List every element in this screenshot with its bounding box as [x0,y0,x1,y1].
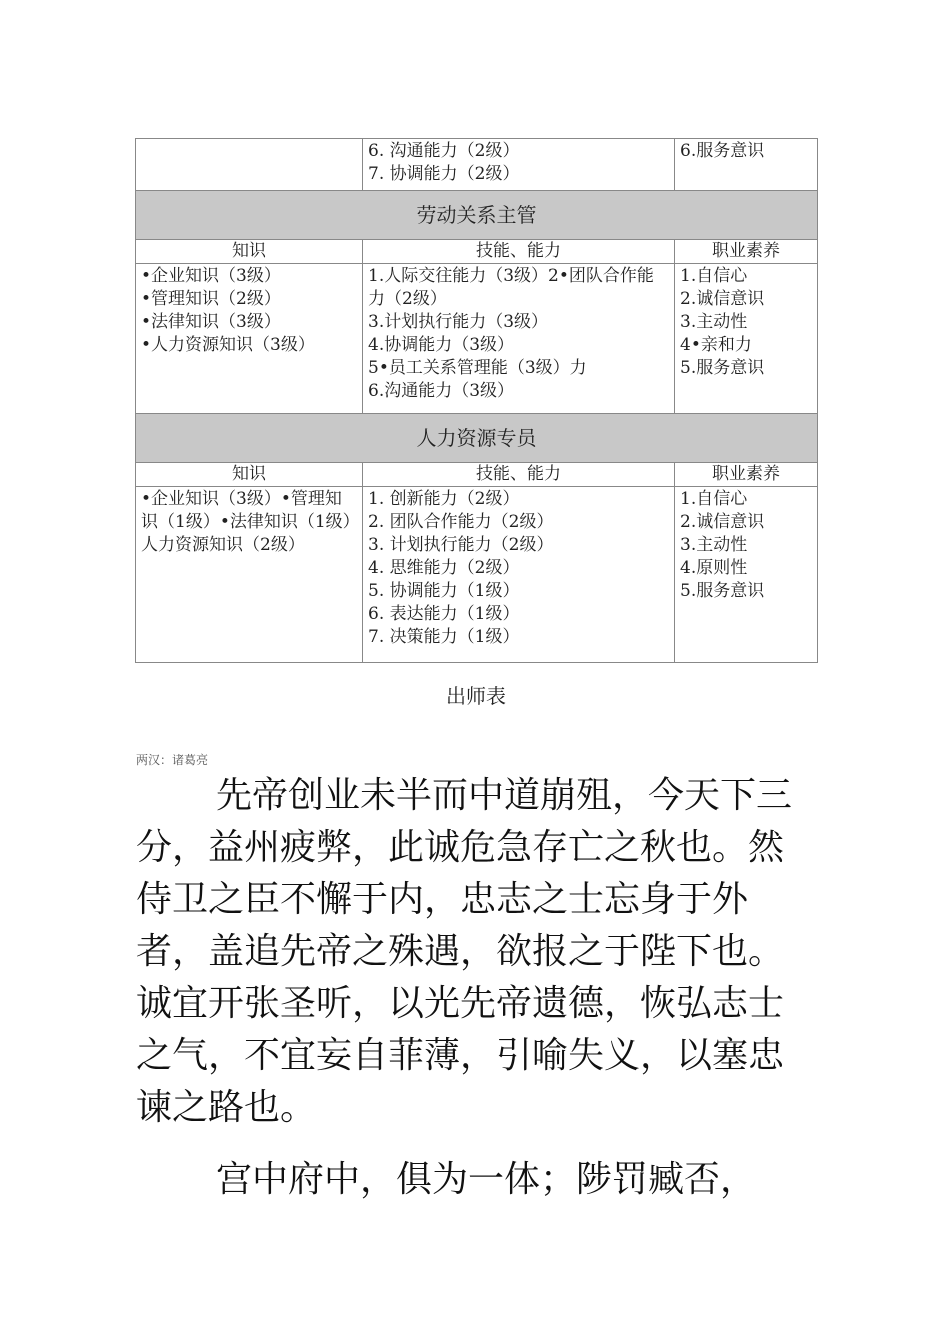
skills-cell [363,487,675,663]
list-item: 4. 思维能力（2级） [368,558,520,578]
list-item: 3.计划执行能力（3级） [368,312,549,332]
column-header: 知识 [136,463,363,487]
list-item: •管理知识（2级） [141,289,281,309]
column-header: 技能、能力 [363,240,675,264]
column-header: 职业素养 [675,240,818,264]
column-header: 职业素养 [675,463,818,487]
paragraph: 宫中府中，俱为一体；陟罚臧否， [216,1159,757,1200]
paragraph: 先帝创业未半而中道崩殂，今天下三分，益州疲弊，此诚危急存亡之秋也。然侍卫之臣不懈于内，忠志之士忘身于外者，盖追先帝之殊遇，欲报之于陛下也。诚宜开张圣听，以光先帝遗德，恢弘志士之气，不宜妄自菲薄，引喻失义，以塞忠谏之路也。 [136,775,793,1128]
list-item: 1. 创新能力（2级） [368,489,520,509]
list-item: 6.沟通能力（3级） [368,381,515,401]
qualities-cell [675,487,818,663]
section-header-row [136,191,818,240]
section-title: 人力资源专员 [136,414,818,463]
list-item: •法律知识（3级） [141,312,281,332]
table-row [136,487,818,663]
section-header-row [136,414,818,463]
list-item: 6.服务意识 [680,141,765,161]
list-item: 3.主动性 [680,312,748,332]
competency-table [135,138,818,663]
list-item: 5.服务意识 [680,581,765,601]
list-item: 6. 表达能力（1级） [368,604,520,624]
list-item: 5. 协调能力（1级） [368,581,520,601]
top-knowledge-cell [136,139,363,191]
top-qualities-cell [675,139,818,191]
knowledge-cell [136,487,363,663]
essay-title: 出师表 [446,684,506,708]
essay-author: 两汉：诸葛亮 [136,753,209,767]
skills-cell [363,264,675,414]
table-row [136,139,818,191]
list-item: 4.协调能力（3级） [368,335,515,355]
list-item: •企业知识（3级） [141,266,281,286]
list-item: 7. 决策能力（1级） [368,627,520,647]
list-item: 6. 沟通能力（2级） [368,141,520,161]
list-item: •企业知识（3级）•管理知识（1级）•法律知识（1级）人力资源知识（2级） [141,489,352,555]
list-item: 5•员工关系管理能（3级）力 [368,358,587,378]
essay-body [136,770,811,1206]
list-item: 3.主动性 [680,535,748,555]
list-item: 5.服务意识 [680,358,765,378]
column-header: 技能、能力 [363,463,675,487]
list-item: 7. 协调能力（2级） [368,164,520,184]
list-item: 4•亲和力 [680,335,752,355]
list-item: 4.原则性 [680,558,748,578]
top-skills-cell [363,139,675,191]
column-header: 知识 [136,240,363,264]
list-item: 1.自信心 [680,489,748,509]
list-item: 1.人际交往能力（3级）2•团队合作能力（2级） [368,266,654,309]
table-row [136,264,818,414]
list-item: 2.诚信意识 [680,289,765,309]
list-item: 2. 团队合作能力（2级） [368,512,554,532]
list-item: •人力资源知识（3级） [141,335,315,355]
section-title: 劳动关系主管 [136,191,818,240]
column-header-row [136,463,818,487]
list-item: 1.自信心 [680,266,748,286]
list-item: 3. 计划执行能力（2级） [368,535,554,555]
knowledge-cell [136,264,363,414]
qualities-cell [675,264,818,414]
list-item: 2.诚信意识 [680,512,765,532]
column-header-row [136,240,818,264]
